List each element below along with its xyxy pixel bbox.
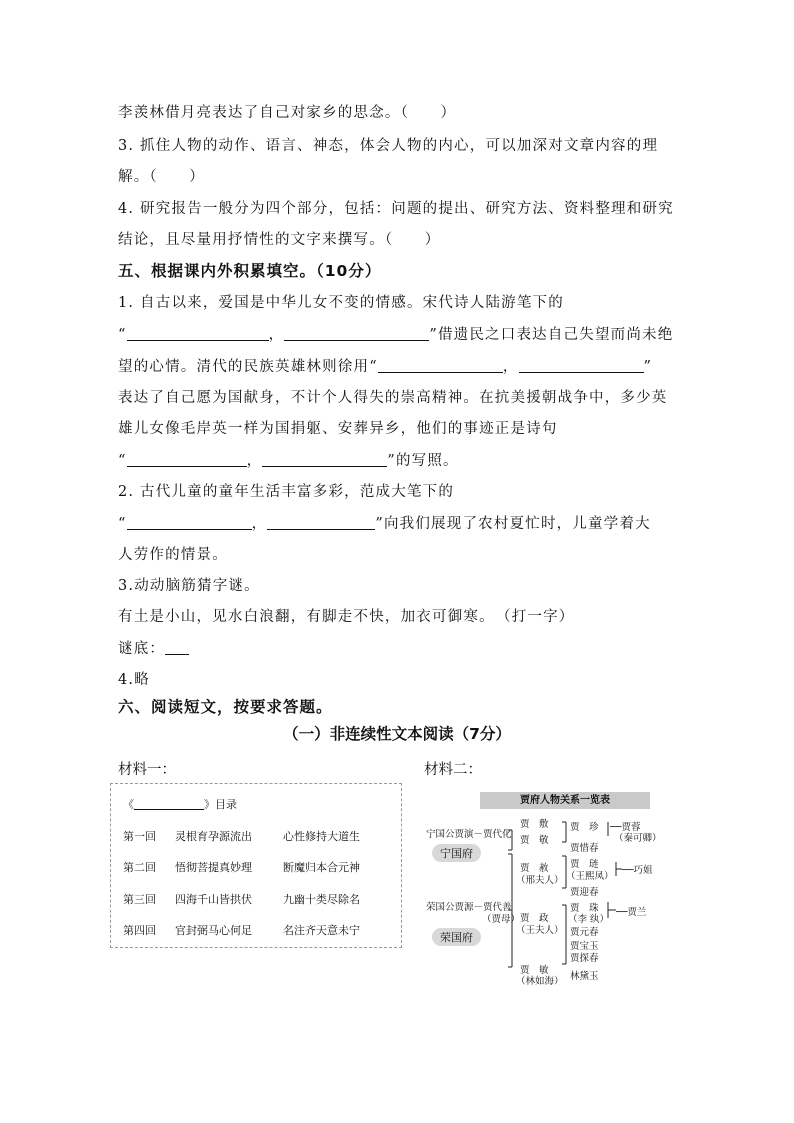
- book-title-blank[interactable]: [134, 799, 204, 810]
- q1-line-6: [118, 449, 459, 470]
- person-spouse: （王熙凤）: [566, 871, 614, 882]
- q1-intro: 1. 自古以来，爱国是中华儿女不变的情感。宋代诗人陆游笔下的: [118, 295, 564, 311]
- q3-answer-line: [118, 637, 189, 658]
- answer-blank-1[interactable]: [127, 326, 269, 341]
- q2-intro: 2. 古代儿童的童年生活丰富多彩，范成大笔下的: [118, 484, 455, 500]
- relationship-chart-title: 贾府人物关系一览表: [480, 792, 650, 809]
- quote-close: ”: [643, 359, 653, 375]
- person-spouse: （秦可卿）: [614, 833, 662, 844]
- person: 贾 珠: [570, 903, 599, 914]
- answer-blank-2[interactable]: [284, 326, 429, 341]
- person: ──巧姐: [622, 865, 653, 876]
- person-spouse: （李 纨）: [568, 914, 610, 925]
- q4: 4.略: [118, 672, 150, 688]
- answer-blank-8[interactable]: [267, 515, 375, 530]
- toc-heading: [123, 796, 237, 812]
- chapter-title-b: 心性修持大道生: [283, 830, 360, 843]
- chapter-number: 第一回: [123, 830, 156, 843]
- statement-4-tail: 结论，且尽量用抒情性的文字来撰写。（ ）: [118, 232, 441, 248]
- ning-lineage: 宁国公贾演－贾代化: [426, 829, 512, 840]
- reading-subtitle: （一）非连续性文本阅读（7分）: [283, 725, 511, 743]
- toc-row: [123, 828, 360, 844]
- answer-blank-3[interactable]: [378, 358, 503, 373]
- q2-line-2: [118, 512, 651, 533]
- book-title-close: 》目录: [204, 798, 237, 811]
- quote-open: “: [118, 327, 127, 343]
- person: 贾 琏: [570, 859, 599, 870]
- q1-line-2: [118, 323, 673, 344]
- q3-title: 3.动动脑筋猜字谜。: [118, 578, 260, 594]
- q1-line-6-rest: ”的写照。: [387, 453, 459, 469]
- chapter-number: 第二回: [123, 861, 156, 874]
- answer-blank-6[interactable]: [262, 452, 387, 467]
- statement-3-tail: 解。（ ）: [118, 169, 205, 185]
- section-6-title: 六、阅读短文，按要求答题。: [118, 698, 333, 716]
- statement-4: 4. 研究报告一般分为四个部分，包括：问题的提出、研究方法、资料整理和研究: [118, 201, 674, 217]
- chapter-title-b: 九幽十类尽除名: [283, 893, 360, 906]
- rong-spouse: （贾母）: [482, 914, 521, 925]
- answer-blank-9[interactable]: [165, 640, 189, 655]
- person: ──贾蓉: [610, 822, 641, 833]
- section-5-title: 五、根据课内外积累填空。（10分）: [118, 262, 382, 280]
- rong-lineage: 荣国公贾源－贾代善: [426, 902, 512, 913]
- person: 贾惜春: [570, 843, 599, 854]
- person: 贾迎春: [570, 887, 599, 898]
- quote-open: “: [118, 453, 127, 469]
- person: 贾 敷: [520, 819, 549, 830]
- chapter-title-a: 悟彻菩提真妙理: [175, 861, 252, 874]
- rong-mansion-badge: 荣国府: [432, 928, 481, 946]
- toc-row: [123, 891, 360, 907]
- person: 贾探春: [570, 953, 599, 964]
- answer-blank-4[interactable]: [519, 358, 644, 373]
- q1-line-3: [118, 355, 652, 376]
- relationship-lines: [420, 790, 690, 990]
- material-2-label: 材料二：: [424, 762, 482, 778]
- table-of-contents: [110, 783, 402, 948]
- answer-blank-7[interactable]: [127, 515, 252, 530]
- q1-line-4: 表达了自己愿为国献身，不计个人得失的崇高精神。在抗美援朝战争中，多少英: [118, 390, 668, 406]
- q2-line-3: 人劳作的情景。: [118, 547, 228, 563]
- person: 贾 敬: [520, 835, 549, 846]
- q3-answer-label: 谜底：: [118, 641, 166, 657]
- person: 贾 敏: [520, 965, 549, 976]
- comma: ，: [251, 516, 268, 532]
- person: 林黛玉: [570, 971, 599, 982]
- toc-row: [123, 922, 360, 938]
- person: 贾 政: [520, 913, 549, 924]
- statement-2-tail: 李羡林借月亮表达了自己对家乡的思念。（ ）: [118, 105, 457, 121]
- chapter-title-a: 四海千山皆拱伏: [175, 893, 252, 906]
- chapter-title-b: 名注齐天意未宁: [283, 924, 360, 937]
- statement-3: 3. 抓住人物的动作、语言、神态，体会人物的内心，可以加深对文章内容的理: [118, 138, 659, 154]
- toc-row: [123, 859, 360, 875]
- person-spouse: （邢夫人）: [516, 875, 564, 886]
- ning-mansion-badge: 宁国府: [432, 844, 481, 862]
- chapter-title-a: 灵根育孕源流出: [175, 830, 252, 843]
- material-1-label: 材料一：: [118, 762, 176, 778]
- answer-blank-5[interactable]: [127, 452, 247, 467]
- chapter-number: 第四回: [123, 924, 156, 937]
- person-spouse: （王夫人）: [516, 925, 564, 936]
- q1-line-3-text: 望的心情。清代的民族英雄林则徐用“: [118, 359, 378, 375]
- comma: ，: [502, 359, 519, 375]
- person-spouse: （林如海）: [516, 976, 564, 987]
- chapter-number: 第三回: [123, 893, 156, 906]
- person: 贾 赦: [520, 863, 549, 874]
- family-relationship-chart: [420, 790, 690, 990]
- comma: ，: [268, 327, 285, 343]
- book-title-open: 《: [123, 798, 134, 811]
- person: 贾宝玉: [570, 941, 599, 952]
- comma: ，: [246, 453, 263, 469]
- q2-line-2-rest: ”向我们展现了农村夏忙时，儿童学着大: [375, 516, 651, 532]
- chapter-title-b: 断魔归本合元神: [283, 861, 360, 874]
- chapter-title-a: 官封弼马心何足: [175, 924, 252, 937]
- quote-open: “: [118, 516, 127, 532]
- q1-line-5: 雄儿女像毛岸英一样为国捐躯、安葬异乡，他们的事迹正是诗句: [118, 421, 558, 437]
- person: ──贾兰: [616, 907, 647, 918]
- person: 贾元春: [570, 927, 599, 938]
- q1-line-2-rest: ”借遗民之口表达自己失望而尚未绝: [429, 327, 674, 343]
- q3-riddle: 有土是小山，见水白浪翻，有脚走不快，加衣可御寒。 （打一字）: [118, 609, 575, 625]
- person: 贾 珍: [570, 822, 599, 833]
